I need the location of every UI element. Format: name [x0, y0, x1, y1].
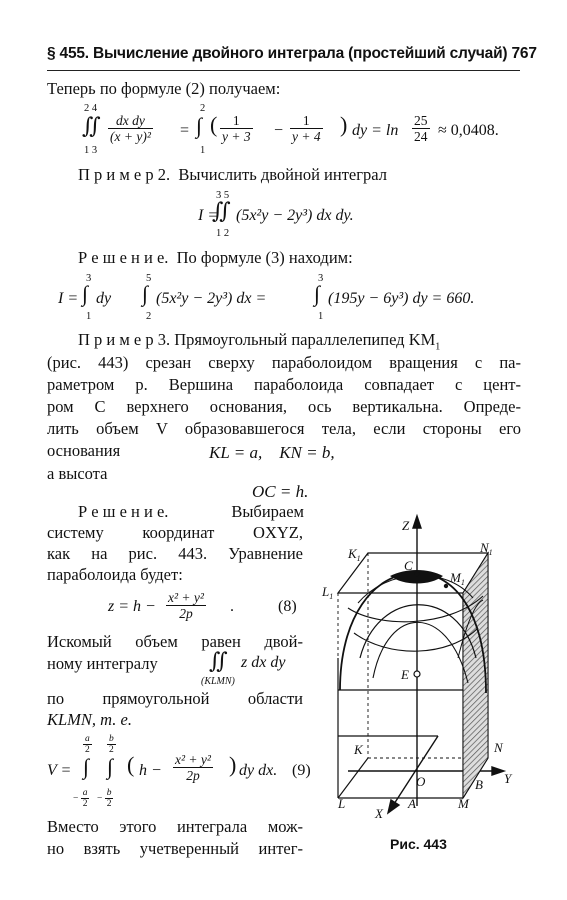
point-M1 [444, 584, 448, 588]
label-K1: $K_1$ [348, 546, 361, 563]
figure-caption: Рис. 443 [390, 836, 447, 852]
label-A: A [408, 796, 416, 811]
volume-line-3: по прямоугольной области [47, 689, 303, 708]
equation-3: I = 3 ∫ 1 dy 5 ∫ 2 (5x²y − 2y³) dx = 3 ∫ 1 (195y − 6y³) dy = 660. [58, 273, 475, 322]
equation-8: z = h − $\frac{\text{x² + y²}}{2p}$ . (8) [108, 590, 297, 621]
label-X: X [375, 806, 383, 821]
page-number: 767 [511, 45, 537, 62]
label-N1: $N_1$ [480, 540, 493, 557]
example-3-line-5: лить объем V образовавшегося тела, если стороны его [47, 419, 521, 438]
example-3-line-6: основания [47, 441, 121, 460]
height-equation: OC = h. [252, 482, 309, 501]
figure-443 [318, 508, 530, 826]
solution-2-line-1: Р е ш е н и е. Выбираем [78, 502, 304, 521]
label-Z: Z [402, 518, 410, 533]
equation-2: I = 3 5 ∬ 1 2 (5x²y − 2y³) dx dy. [198, 190, 354, 239]
volume-line-4: KLMN, т. е. [47, 710, 132, 729]
solution-1-line: Р е ш е н и е. По формуле (3) находим: [78, 248, 353, 267]
volume-line-2: ному интегралу ∬ z dx dy (KLMN) [47, 648, 286, 687]
page-header [47, 45, 537, 63]
end-line-2: но взять учетверенный интег- [47, 839, 303, 858]
text-line: Теперь по формуле (2) получаем: [47, 79, 281, 98]
header-title: § 455. Вычисление двойного интеграла (простейший случай) [47, 45, 508, 62]
equation-9: V = $\frac{a}{2}$ ∫ − $\frac{a}{2}$ $\frac{b}{2}$ ∫ − $\frac{b}{2}$ ( h − $\frac{\text{x² + y²}}{2p}$ ) dy dx. (9) [47, 734, 311, 809]
label-M: M [458, 796, 469, 811]
solution-2-line-2: систему координат OXYZ, [47, 523, 303, 542]
solution-2-line-3: как на рис. 443. Уравнение [47, 544, 303, 563]
z-axis [413, 516, 421, 806]
example-3-line-3: раметром p. Вершина параболоида совпадает с цент- [47, 375, 521, 394]
solution-2-line-4: параболоида будет: [47, 565, 183, 584]
example-2-line: П р и м е р 2. Вычислить двойной интеграл [78, 165, 387, 184]
label-O: O [416, 774, 426, 789]
equation-1: 2 4 ∬ 1 3 $\frac{\text{dx dy}}{\text{(x + y)²}}$ = 2 ∫ 1 ( $\frac{1}{y + 3}$ − $\frac{1}{y + 4}$ ) dy = ln $\frac{25}{24}$ ≈ 0,0408. [82, 103, 499, 156]
volume-line-1: Искомый объем равен двой- [47, 632, 303, 651]
point-E [414, 671, 420, 677]
example-3-line-2: (рис. 443) срезан сверху параболоидом вращения с па- [47, 353, 521, 372]
label-E: E [401, 667, 409, 682]
example-3-line-1: П р и м е р 3. Прямоугольный параллелепипед $KM_1$ [78, 330, 441, 353]
shaded-side-face [463, 553, 488, 798]
label-B: B [475, 777, 483, 792]
header-rule [47, 70, 520, 71]
sides-equation: KL = a, KN = b, [209, 443, 335, 462]
label-C: C [404, 558, 413, 573]
label-L: L [338, 796, 346, 811]
height-intro: а высота [47, 464, 108, 483]
label-L1: $L_1$ [322, 584, 334, 601]
label-N: N [494, 740, 503, 755]
end-line-1: Вместо этого интеграла мож- [47, 817, 303, 836]
example-3-line-4: ром C верхнего основания, ось вертикальна. Опреде- [47, 397, 521, 416]
point-C [415, 572, 420, 577]
label-M1: $M_1$ [450, 570, 465, 587]
label-Y: Y [504, 771, 512, 786]
label-K: K [354, 742, 363, 757]
